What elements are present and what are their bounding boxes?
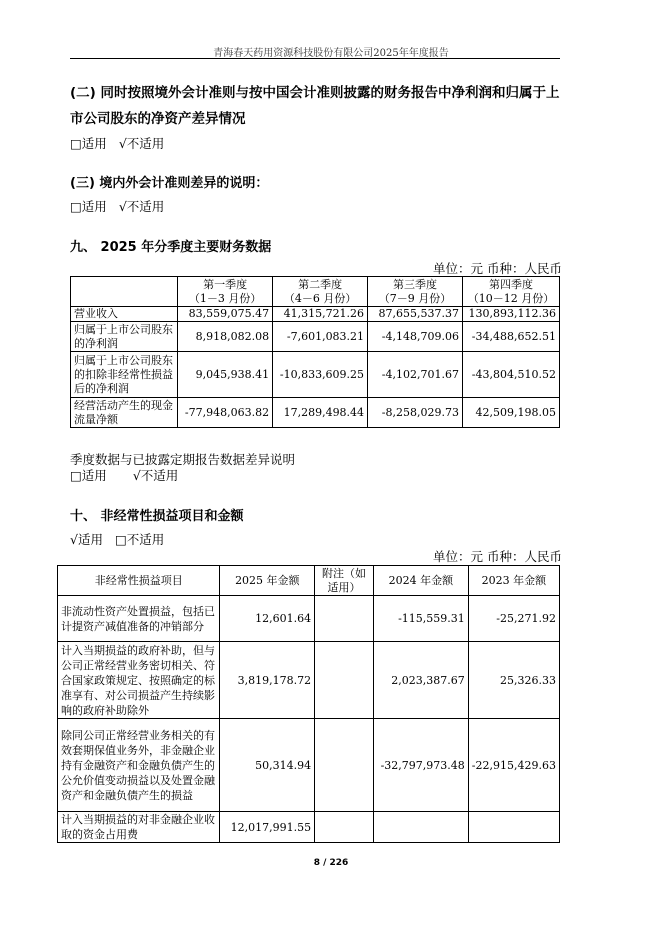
header-note: 附注（如适用） bbox=[315, 566, 374, 596]
row-label: 归属于上市公司股东的扣除非经常性损益后的净利润 bbox=[71, 352, 178, 398]
cell-note bbox=[315, 596, 374, 642]
cell-note bbox=[315, 642, 374, 719]
cell-value: 130,893,112.36 bbox=[462, 307, 559, 322]
section3-applicability bbox=[70, 197, 164, 215]
cell-2025: 3,819,178.72 bbox=[220, 642, 315, 719]
section9-applicable-checkbox: □适用 bbox=[70, 468, 107, 483]
row-label: 计入当期损益的政府补助，但与公司正常经营业务密切相关、符合国家政策规定、按照确定的标准享有、对公司损益产生持续影响的政府补助除外 bbox=[58, 642, 220, 719]
cell-value: -4,102,701.67 bbox=[368, 352, 463, 398]
table-row bbox=[58, 719, 560, 812]
cell-value: 87,655,537.37 bbox=[368, 307, 463, 322]
cell-value: -77,948,063.82 bbox=[178, 398, 273, 428]
cell-note bbox=[315, 812, 374, 843]
section3-applicable-checkbox: □适用 bbox=[70, 199, 107, 214]
cell-value: -7,601,083.21 bbox=[273, 322, 368, 352]
section3-not-applicable-checkbox: √不适用 bbox=[118, 199, 165, 214]
table-row bbox=[71, 307, 560, 322]
section2-title-line2: 市公司股东的净资产差异情况 bbox=[70, 111, 246, 127]
section2-applicable-checkbox: □适用 bbox=[70, 136, 107, 151]
cell-2024 bbox=[373, 812, 468, 843]
row-label: 营业收入 bbox=[71, 307, 178, 322]
non-recurring-items-table bbox=[57, 565, 560, 843]
section2-title bbox=[70, 80, 565, 132]
header-q4: 第四季度 （10－12 月份） bbox=[462, 277, 559, 307]
cell-2025: 12,601.64 bbox=[220, 596, 315, 642]
table-row bbox=[58, 596, 560, 642]
row-label: 归属于上市公司股东的净利润 bbox=[71, 322, 178, 352]
table-row bbox=[58, 812, 560, 843]
row-label: 计入当期损益的对非金融企业收取的资金占用费 bbox=[58, 812, 220, 843]
cell-2023: -22,915,429.63 bbox=[468, 719, 559, 812]
section9-note: 季度数据与已披露定期报告数据差异说明 bbox=[70, 452, 296, 467]
header-2024: 2024 年金额 bbox=[373, 566, 468, 596]
section10-not-applicable-checkbox: □不适用 bbox=[114, 532, 165, 547]
section2-not-applicable-checkbox: √不适用 bbox=[118, 136, 165, 151]
section10-applicability bbox=[70, 530, 164, 548]
report-header-title: 青海春天药用资源科技股份有限公司2025年年度报告 bbox=[213, 48, 449, 59]
header-2023: 2023 年金额 bbox=[468, 566, 559, 596]
section2-applicability bbox=[70, 134, 164, 152]
section3-title: (三) 境内外会计准则差异的说明： bbox=[70, 176, 269, 191]
header-2025: 2025 年金额 bbox=[220, 566, 315, 596]
row-label: 除同公司正常经营业务相关的有效套期保值业务外，非金融企业持有金融资产和金融负债产生的公允价值变动损益以及处置金融资产和金融负债产生的损益 bbox=[58, 719, 220, 812]
row-label: 非流动性资产处置损益，包括已计提资产减值准备的冲销部分 bbox=[58, 596, 220, 642]
table-row bbox=[71, 398, 560, 428]
row-label: 经营活动产生的现金流量净额 bbox=[71, 398, 178, 428]
header-divider bbox=[70, 58, 560, 59]
cell-value: 83,559,075.47 bbox=[178, 307, 273, 322]
cell-2025: 50,314.94 bbox=[220, 719, 315, 812]
section2-title-line1: (二) 同时按照境外会计准则与按中国会计准则披露的财务报告中净利润和归属于上 bbox=[70, 85, 560, 101]
cell-note bbox=[315, 719, 374, 812]
table-row bbox=[58, 642, 560, 719]
section10-title: 十、 非经常性损益项目和金额 bbox=[70, 509, 244, 524]
section10-unit: 单位：元 币种：人民币 bbox=[433, 549, 562, 564]
cell-2023: 25,326.33 bbox=[468, 642, 559, 719]
section9-unit: 单位：元 币种：人民币 bbox=[433, 261, 562, 276]
cell-2023 bbox=[468, 812, 559, 843]
table-header-row bbox=[58, 566, 560, 596]
cell-2024: 2,023,387.67 bbox=[373, 642, 468, 719]
section9-not-applicable-checkbox: √不适用 bbox=[132, 468, 179, 483]
cell-2025: 12,017,991.55 bbox=[220, 812, 315, 843]
cell-2024: -115,559.31 bbox=[373, 596, 468, 642]
table-row bbox=[71, 322, 560, 352]
quarterly-financial-table bbox=[70, 276, 560, 428]
cell-value: 42,509,198.05 bbox=[462, 398, 559, 428]
cell-value: -43,804,510.52 bbox=[462, 352, 559, 398]
table-row bbox=[71, 352, 560, 398]
section10-applicable-checkbox: √适用 bbox=[70, 532, 103, 547]
section9-title: 九、 2025 年分季度主要财务数据 bbox=[70, 240, 272, 255]
cell-2024: -32,797,973.48 bbox=[373, 719, 468, 812]
cell-value: 17,289,498.44 bbox=[273, 398, 368, 428]
table-header-row bbox=[71, 277, 560, 307]
cell-value: -4,148,709.06 bbox=[368, 322, 463, 352]
header-q1: 第一季度 （1－3 月份） bbox=[178, 277, 273, 307]
header-q3: 第三季度 （7－9 月份） bbox=[368, 277, 463, 307]
header-item: 非经常性损益项目 bbox=[58, 566, 220, 596]
cell-value: -34,488,652.51 bbox=[462, 322, 559, 352]
page-number: 8 / 226 bbox=[313, 858, 349, 868]
cell-value: 41,315,721.26 bbox=[273, 307, 368, 322]
cell-2023: -25,271.92 bbox=[468, 596, 559, 642]
cell-value: -8,258,029.73 bbox=[368, 398, 463, 428]
cell-value: 8,918,082.08 bbox=[178, 322, 273, 352]
cell-value: -10,833,609.25 bbox=[273, 352, 368, 398]
cell-value: 9,045,938.41 bbox=[178, 352, 273, 398]
header-blank-cell bbox=[71, 277, 178, 307]
header-q2: 第二季度 （4－6 月份） bbox=[273, 277, 368, 307]
section9-applicability bbox=[70, 466, 178, 484]
